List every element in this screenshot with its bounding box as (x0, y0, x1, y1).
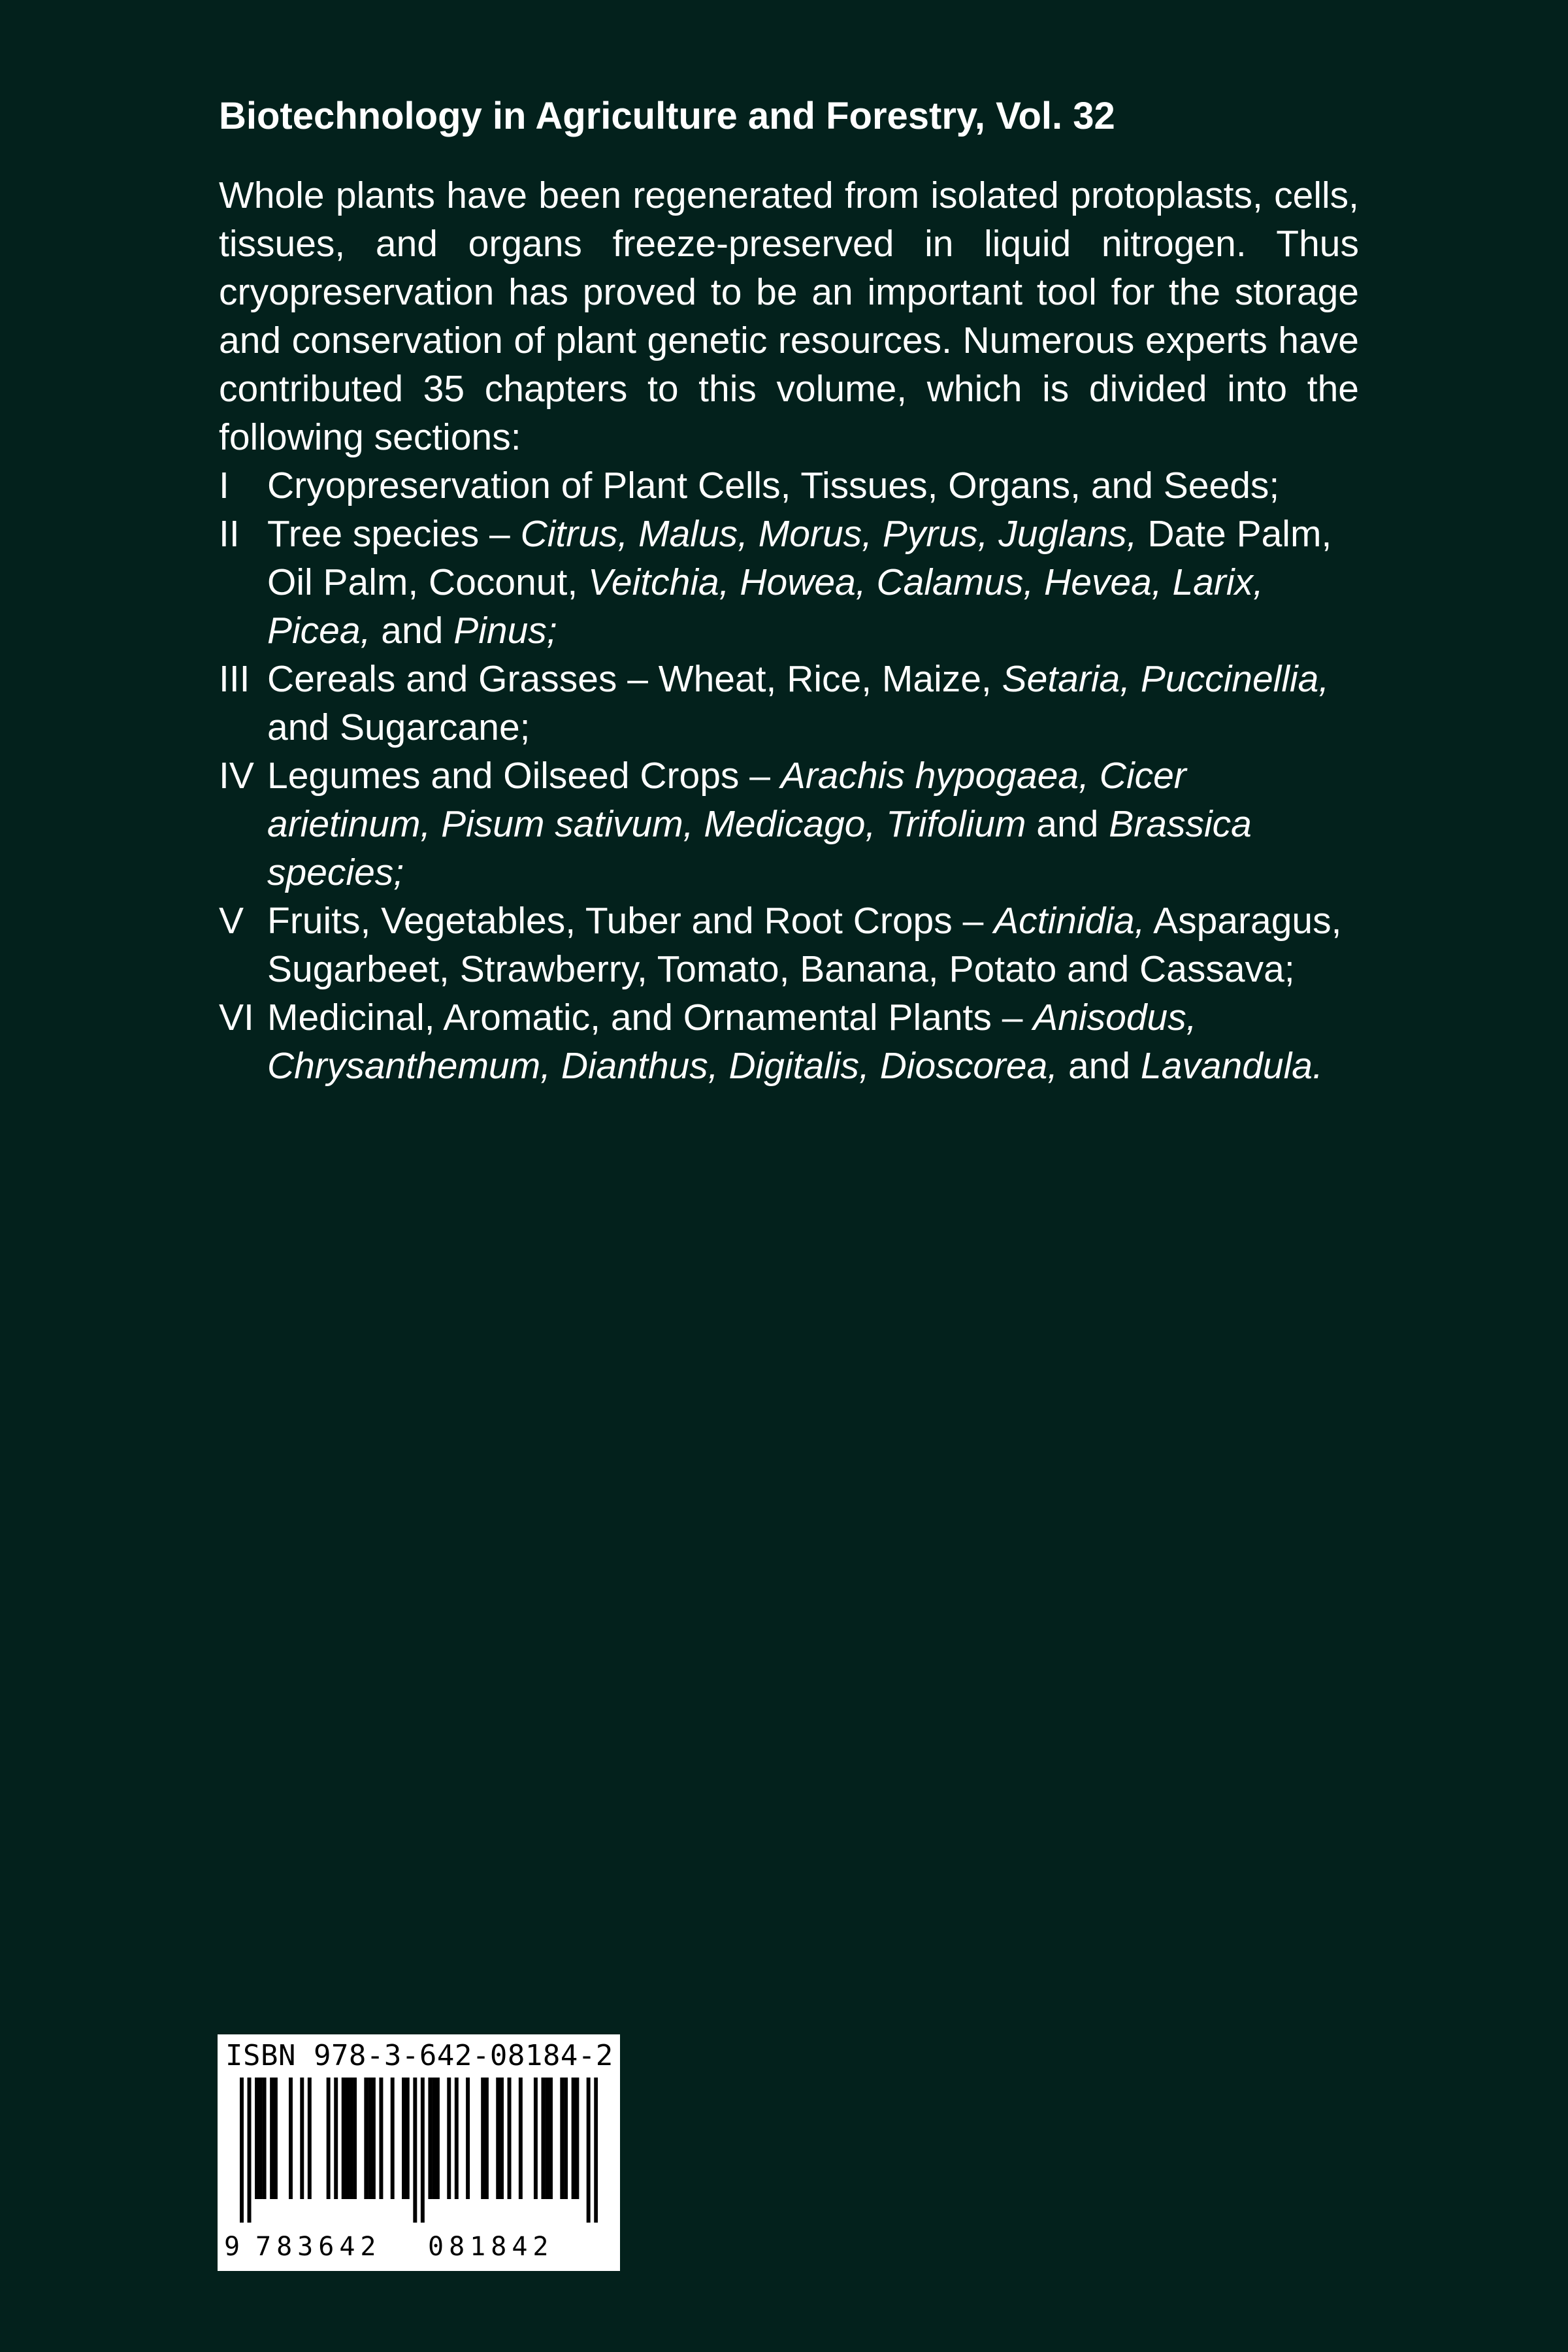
barcode-bar (308, 2078, 312, 2199)
barcode-digits-left: 783642 (255, 2232, 382, 2262)
section-text (267, 655, 1359, 752)
section-text-roman: Date Palm, Oil Palm, Coconut, (267, 513, 1332, 603)
section-text (267, 897, 1359, 993)
barcode-bar (447, 2078, 451, 2199)
barcode-guard-bar (413, 2078, 417, 2223)
barcode-guard-bar (594, 2078, 598, 2223)
barcode-bar (508, 2078, 512, 2199)
section-item (219, 510, 1359, 655)
barcode-bar (364, 2078, 368, 2199)
section-text-italic: Pinus; (453, 610, 557, 652)
barcode-bar (353, 2078, 357, 2199)
barcode-bar (485, 2078, 489, 2199)
barcode-bar (466, 2078, 470, 2199)
barcode-bar (455, 2078, 459, 2199)
series-title: Biotechnology in Agriculture and Forestry, Vol. 32 (219, 95, 1115, 137)
barcode-bar (500, 2078, 504, 2199)
barcode-bars (240, 2078, 598, 2228)
section-number: IV (219, 755, 254, 797)
section-text-italic: Citrus, Malus, Morus, Pyrus, Juglans, (520, 513, 1137, 555)
barcode-guard-bar (587, 2078, 591, 2223)
barcode-bar (545, 2078, 549, 2199)
barcode-bar (572, 2078, 576, 2199)
section-item (219, 655, 1359, 752)
barcode-bar (346, 2078, 350, 2199)
barcode-bar (428, 2078, 432, 2199)
barcode-bar (289, 2078, 293, 2199)
section-text-italic: Anisodus, Chrysanthemum, Dianthus, Digitalis, Dioscorea, (267, 997, 1197, 1087)
barcode-bar (496, 2078, 500, 2199)
section-item (219, 752, 1359, 897)
section-item (219, 461, 1359, 510)
barcode-bar (432, 2078, 436, 2199)
section-text-roman: and Sugarcane; (267, 706, 531, 748)
barcode-bar (391, 2078, 395, 2199)
section-text-roman: Cereals and Grasses – Wheat, Rice, Maize, (267, 658, 1002, 700)
barcode-bar (564, 2078, 568, 2199)
section-text-italic: Arachis hypogaea, Cicer arietinum, Pisum sativum, Medicago, Trifolium (267, 755, 1186, 845)
section-number: VI (219, 997, 254, 1038)
barcode-bar (263, 2078, 267, 2199)
barcode-bar (300, 2078, 304, 2199)
isbn-barcode (218, 2034, 620, 2271)
section-text (267, 993, 1359, 1090)
section-item (219, 993, 1359, 1090)
barcode-digit-first: 9 (224, 2232, 240, 2262)
barcode-bar (436, 2078, 440, 2199)
section-number: V (219, 900, 244, 942)
section-number: I (219, 465, 229, 506)
section-text (267, 752, 1359, 897)
section-text-roman: and (370, 610, 454, 652)
barcode-bar (534, 2078, 538, 2199)
section-text (267, 510, 1359, 655)
barcode-bar (368, 2078, 372, 2199)
section-text-italic: Actinidia, (994, 900, 1145, 942)
section-text-roman: Asparagus, Sugarbeet, Strawberry, Tomato, Banana, Potato and Cassava; (267, 900, 1342, 990)
section-text-roman: Legumes and Oilseed Crops – (267, 755, 781, 797)
barcode-digits-right: 081842 (428, 2232, 554, 2262)
intro-paragraph: Whole plants have been regenerated from isolated protoplasts, cells, tissues, and organs freeze-preserved in liquid nitrogen. Thus cryopreservation has proved to be an important tool for the storage and conservation of plant genetic resources. Numerous experts have contributed 35 chapters to this volume, which is divided into the following sections: (219, 174, 1359, 458)
barcode-bar (560, 2078, 564, 2199)
section-text-italic: Brassica species; (267, 803, 1252, 893)
section-text-roman: and (1058, 1045, 1141, 1087)
barcode-bar (575, 2078, 579, 2199)
section-text-roman: Tree species – (267, 513, 521, 555)
section-text-italic: Setaria, Puccinellia, (1002, 658, 1330, 700)
barcode-guard-bar (240, 2078, 244, 2223)
barcode-bar (255, 2078, 259, 2199)
barcode-bar (342, 2078, 346, 2199)
section-item (219, 897, 1359, 993)
barcode-bar (406, 2078, 410, 2199)
barcode-bar (519, 2078, 523, 2199)
cover-blurb (219, 171, 1359, 1090)
section-text (267, 461, 1359, 510)
barcode-bar (372, 2078, 376, 2199)
barcode-bar (541, 2078, 545, 2199)
barcode-bar (402, 2078, 406, 2199)
barcode-guard-bar (248, 2078, 252, 2223)
barcode-bar (334, 2078, 338, 2199)
section-text-roman: Fruits, Vegetables, Tuber and Root Crops – (267, 900, 994, 942)
section-number: III (219, 658, 250, 700)
barcode-bar (259, 2078, 263, 2199)
barcode-bar (270, 2078, 274, 2199)
isbn-label: ISBN 978-3-642-08184-2 (225, 2039, 613, 2072)
barcode-bar (327, 2078, 331, 2199)
section-number: II (219, 513, 240, 555)
section-text-roman: Cryopreservation of Plant Cells, Tissues, Organs, and Seeds; (267, 465, 1280, 506)
barcode-bar (549, 2078, 553, 2199)
barcode-bar (379, 2078, 383, 2199)
section-text-italic: Veitchia, Howea, Calamus, Hevea, Larix, Picea, (267, 561, 1264, 652)
barcode-guard-bar (421, 2078, 425, 2223)
section-text-italic: Lavandula. (1140, 1045, 1323, 1087)
barcode-bar (481, 2078, 485, 2199)
section-text-roman: Medicinal, Aromatic, and Ornamental Plants – (267, 997, 1034, 1038)
section-list (219, 461, 1359, 1090)
section-text-roman: and (1026, 803, 1109, 845)
barcode-bar (349, 2078, 353, 2199)
barcode-bar (274, 2078, 278, 2199)
